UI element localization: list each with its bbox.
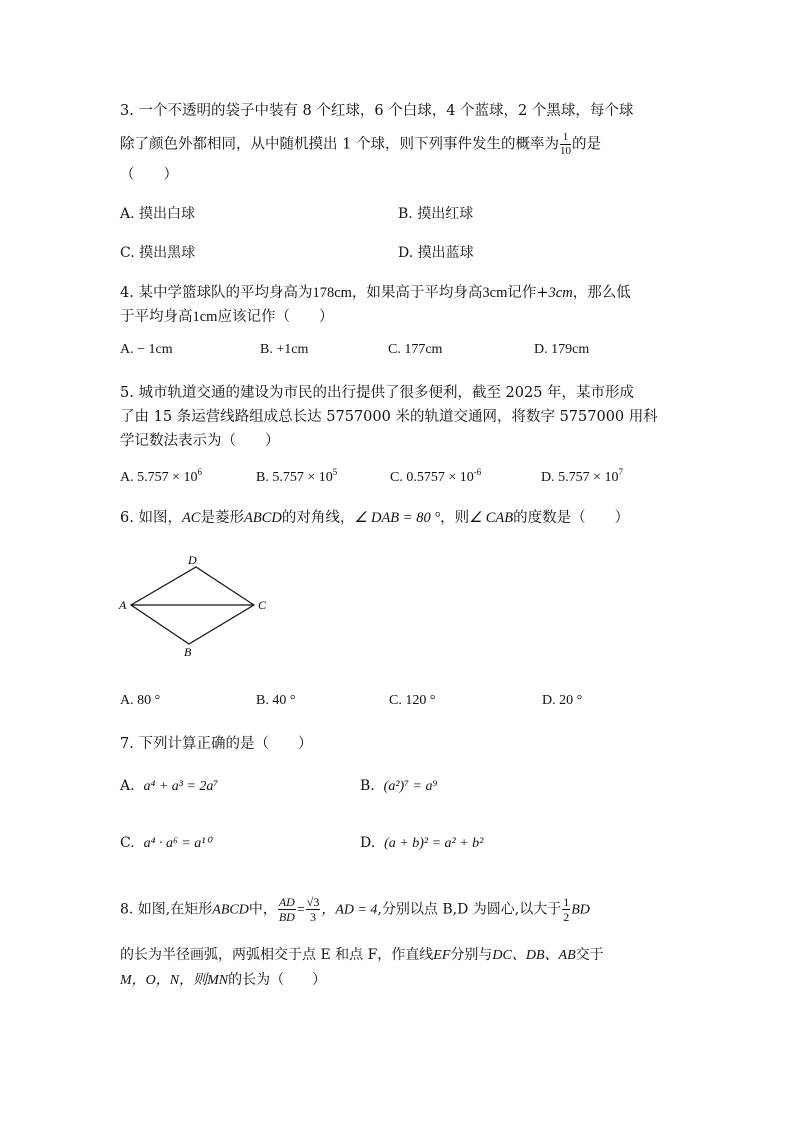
q3-option-c: C. 摸出黑球 — [120, 245, 196, 261]
q4-below-height: 1cm — [192, 309, 218, 325]
q8-segments: DC、DB、AB — [492, 948, 576, 963]
q8-sqrt-den: 3 — [310, 910, 317, 924]
q3-option-d: D. 摸出蓝球 — [398, 245, 474, 261]
q8-ad-value: ，AD = 4 — [321, 902, 378, 918]
q4-avg-height: 178cm — [312, 285, 352, 301]
q8-sqrt-fraction — [306, 896, 321, 923]
q7-option-a — [120, 778, 218, 795]
q6-text-e: 的度数是（ ） — [513, 510, 630, 526]
q5-option-d-exp: 7 — [618, 467, 624, 477]
q5-option-d-base: D. 5.757 × 10 — [541, 470, 619, 485]
q7-option-b-label: B. — [360, 778, 375, 794]
q6-rhombus-figure — [110, 548, 280, 663]
q8-text-b: 中， — [248, 901, 277, 918]
q6-text-b: 是菱形 — [200, 510, 244, 526]
q3-stem-text: 除了颜色外都相同，从中随机摸出 1 个球，则下列事件发生的概率为 — [120, 136, 559, 153]
q4-text-c: 记作+ — [507, 285, 549, 301]
q6-angle-dab: ∠ DAB = 80 ° — [354, 510, 441, 526]
q5-option-b-exp: 5 — [332, 467, 338, 477]
q8-text-g: 的长为（ ） — [228, 972, 327, 988]
q8-text-a: 8. 如图,在矩形 — [120, 901, 213, 918]
q5-option-d — [541, 467, 623, 486]
q4-option-b: B. +1cm — [260, 342, 309, 357]
q6-text-a: 6. 如图， — [120, 510, 182, 526]
q6-diagonal-ac: AC — [181, 510, 201, 526]
q4-text-d: ，那么低 — [572, 285, 631, 301]
q7-option-c-expr: a⁴ · a⁶ = a¹⁰ — [143, 836, 212, 851]
q7-option-b — [360, 778, 437, 795]
q3-stem-line1: 3. 一个不透明的袋子中装有 8 个红球，6 个白球，4 个蓝球，2 个黑球，每个球 — [120, 103, 634, 119]
q7-option-a-expr: a⁴ + a³ = 2a⁷ — [143, 779, 219, 794]
q6-label-b: B — [184, 645, 192, 659]
q5-option-a — [120, 467, 202, 486]
q6-option-d: D. 20 ° — [542, 693, 583, 708]
q5-option-c — [390, 467, 481, 486]
q4-text-b: ，如果高于平均身高 — [351, 285, 483, 301]
q6-angle-cab: ∠ CAB — [469, 510, 514, 526]
q7-option-d-expr: (a + b)² = a² + b² — [384, 836, 484, 851]
q6-text-d: ，则 — [440, 510, 470, 526]
q8-rect-name: ABCD — [212, 902, 249, 918]
q8-points: M，O，N，则 — [120, 973, 208, 988]
q3-option-a: A. 摸出白球 — [120, 206, 196, 222]
q8-text-f: 交于 — [575, 947, 604, 963]
q4-plus-value: 3cm — [548, 285, 573, 301]
q8-stem-line2 — [120, 944, 604, 964]
q8-ratio-fraction — [278, 896, 296, 923]
q6-label-c: C — [258, 598, 267, 612]
q8-text-e: 分别与 — [450, 947, 493, 963]
q3-option-b: B. 摸出红球 — [398, 206, 474, 222]
q4-text-f: 应该记作（ ） — [217, 309, 334, 325]
q8-half-den: 2 — [563, 910, 570, 924]
q5-stem-line3: 学记数法表示为（ ） — [120, 433, 280, 449]
q5-option-a-exp: 6 — [197, 467, 203, 477]
q6-rhombus-name: ABCD — [243, 510, 282, 526]
q4-stem-line1 — [120, 281, 631, 302]
q8-ratio-den: BD — [278, 910, 295, 924]
q4-above-height: 3cm — [482, 285, 508, 301]
q6-option-c: C. 120 ° — [389, 693, 436, 708]
q6-text-c: 的对角线， — [281, 510, 355, 526]
q4-option-d: D. 179cm — [534, 342, 590, 357]
q6-label-a: A — [119, 598, 127, 612]
q6-option-b: B. 40 ° — [256, 693, 296, 708]
q8-equals: = — [296, 902, 305, 918]
q3-answer-paren: （ ） — [120, 167, 178, 183]
q4-text-a: 4. 某中学篮球队的平均身高为 — [120, 285, 313, 301]
q4-text-e: 于平均身高 — [120, 309, 193, 325]
q8-half-num: 1 — [563, 895, 570, 909]
q6-label-d: D — [188, 553, 197, 567]
q5-option-b — [256, 467, 337, 486]
q5-option-b-base: B. 5.757 × 10 — [256, 470, 333, 485]
q8-bd: BD — [571, 902, 590, 918]
q6-option-a: A. 80 ° — [120, 693, 161, 708]
q6-stem — [120, 506, 629, 527]
q4-option-c: C. 177cm — [388, 342, 443, 357]
q7-option-c — [120, 835, 211, 852]
q5-option-a-base: A. 5.757 × 10 — [120, 470, 198, 485]
q8-line-ef: EF — [433, 948, 451, 963]
q7-option-d-label: D. — [360, 835, 376, 851]
q5-option-c-base: C. 0.5757 × 10 — [390, 470, 474, 485]
q7-option-b-expr: (a²)⁷ = a⁹ — [383, 779, 438, 794]
q3-frac-den: 10 — [559, 145, 571, 157]
q5-stem-line2: 了由 15 条运营线路组成总长达 5757000 米的轨道交通网，将数字 5757000 用科 — [120, 409, 658, 425]
q7-stem: 7. 下列计算正确的是（ ） — [120, 736, 313, 752]
q8-sqrt-num: √3 — [306, 895, 320, 909]
q7-option-d — [360, 835, 483, 852]
q8-ratio-num: AD — [278, 895, 295, 909]
q3-stem-tail: 的是 — [571, 136, 601, 153]
q7-option-a-label: A. — [120, 778, 135, 794]
q3-stem-line2 — [120, 132, 601, 157]
q8-segment-mn: MN — [207, 973, 229, 988]
q4-option-a: A. − 1cm — [120, 342, 173, 357]
q8-stem-line1 — [120, 896, 590, 923]
q5-option-c-exp: -6 — [473, 467, 482, 477]
q7-option-c-label: C. — [120, 835, 135, 851]
q3-probability-fraction — [560, 132, 571, 157]
q3-frac-num: 1 — [560, 132, 571, 145]
q4-stem-line2 — [120, 305, 333, 326]
q8-text-d: 的长为半径画弧，两弧相交于点 E 和点 F，作直线 — [120, 947, 434, 963]
q8-text-c: ,分别以点 B,D 为圆心,以大于 — [377, 901, 562, 918]
q8-half-fraction — [562, 896, 570, 923]
q8-stem-line3 — [120, 969, 326, 989]
q5-stem-line1: 5. 城市轨道交通的建设为市民的出行提供了很多便利，截至 2025 年，某市形成 — [120, 385, 635, 401]
